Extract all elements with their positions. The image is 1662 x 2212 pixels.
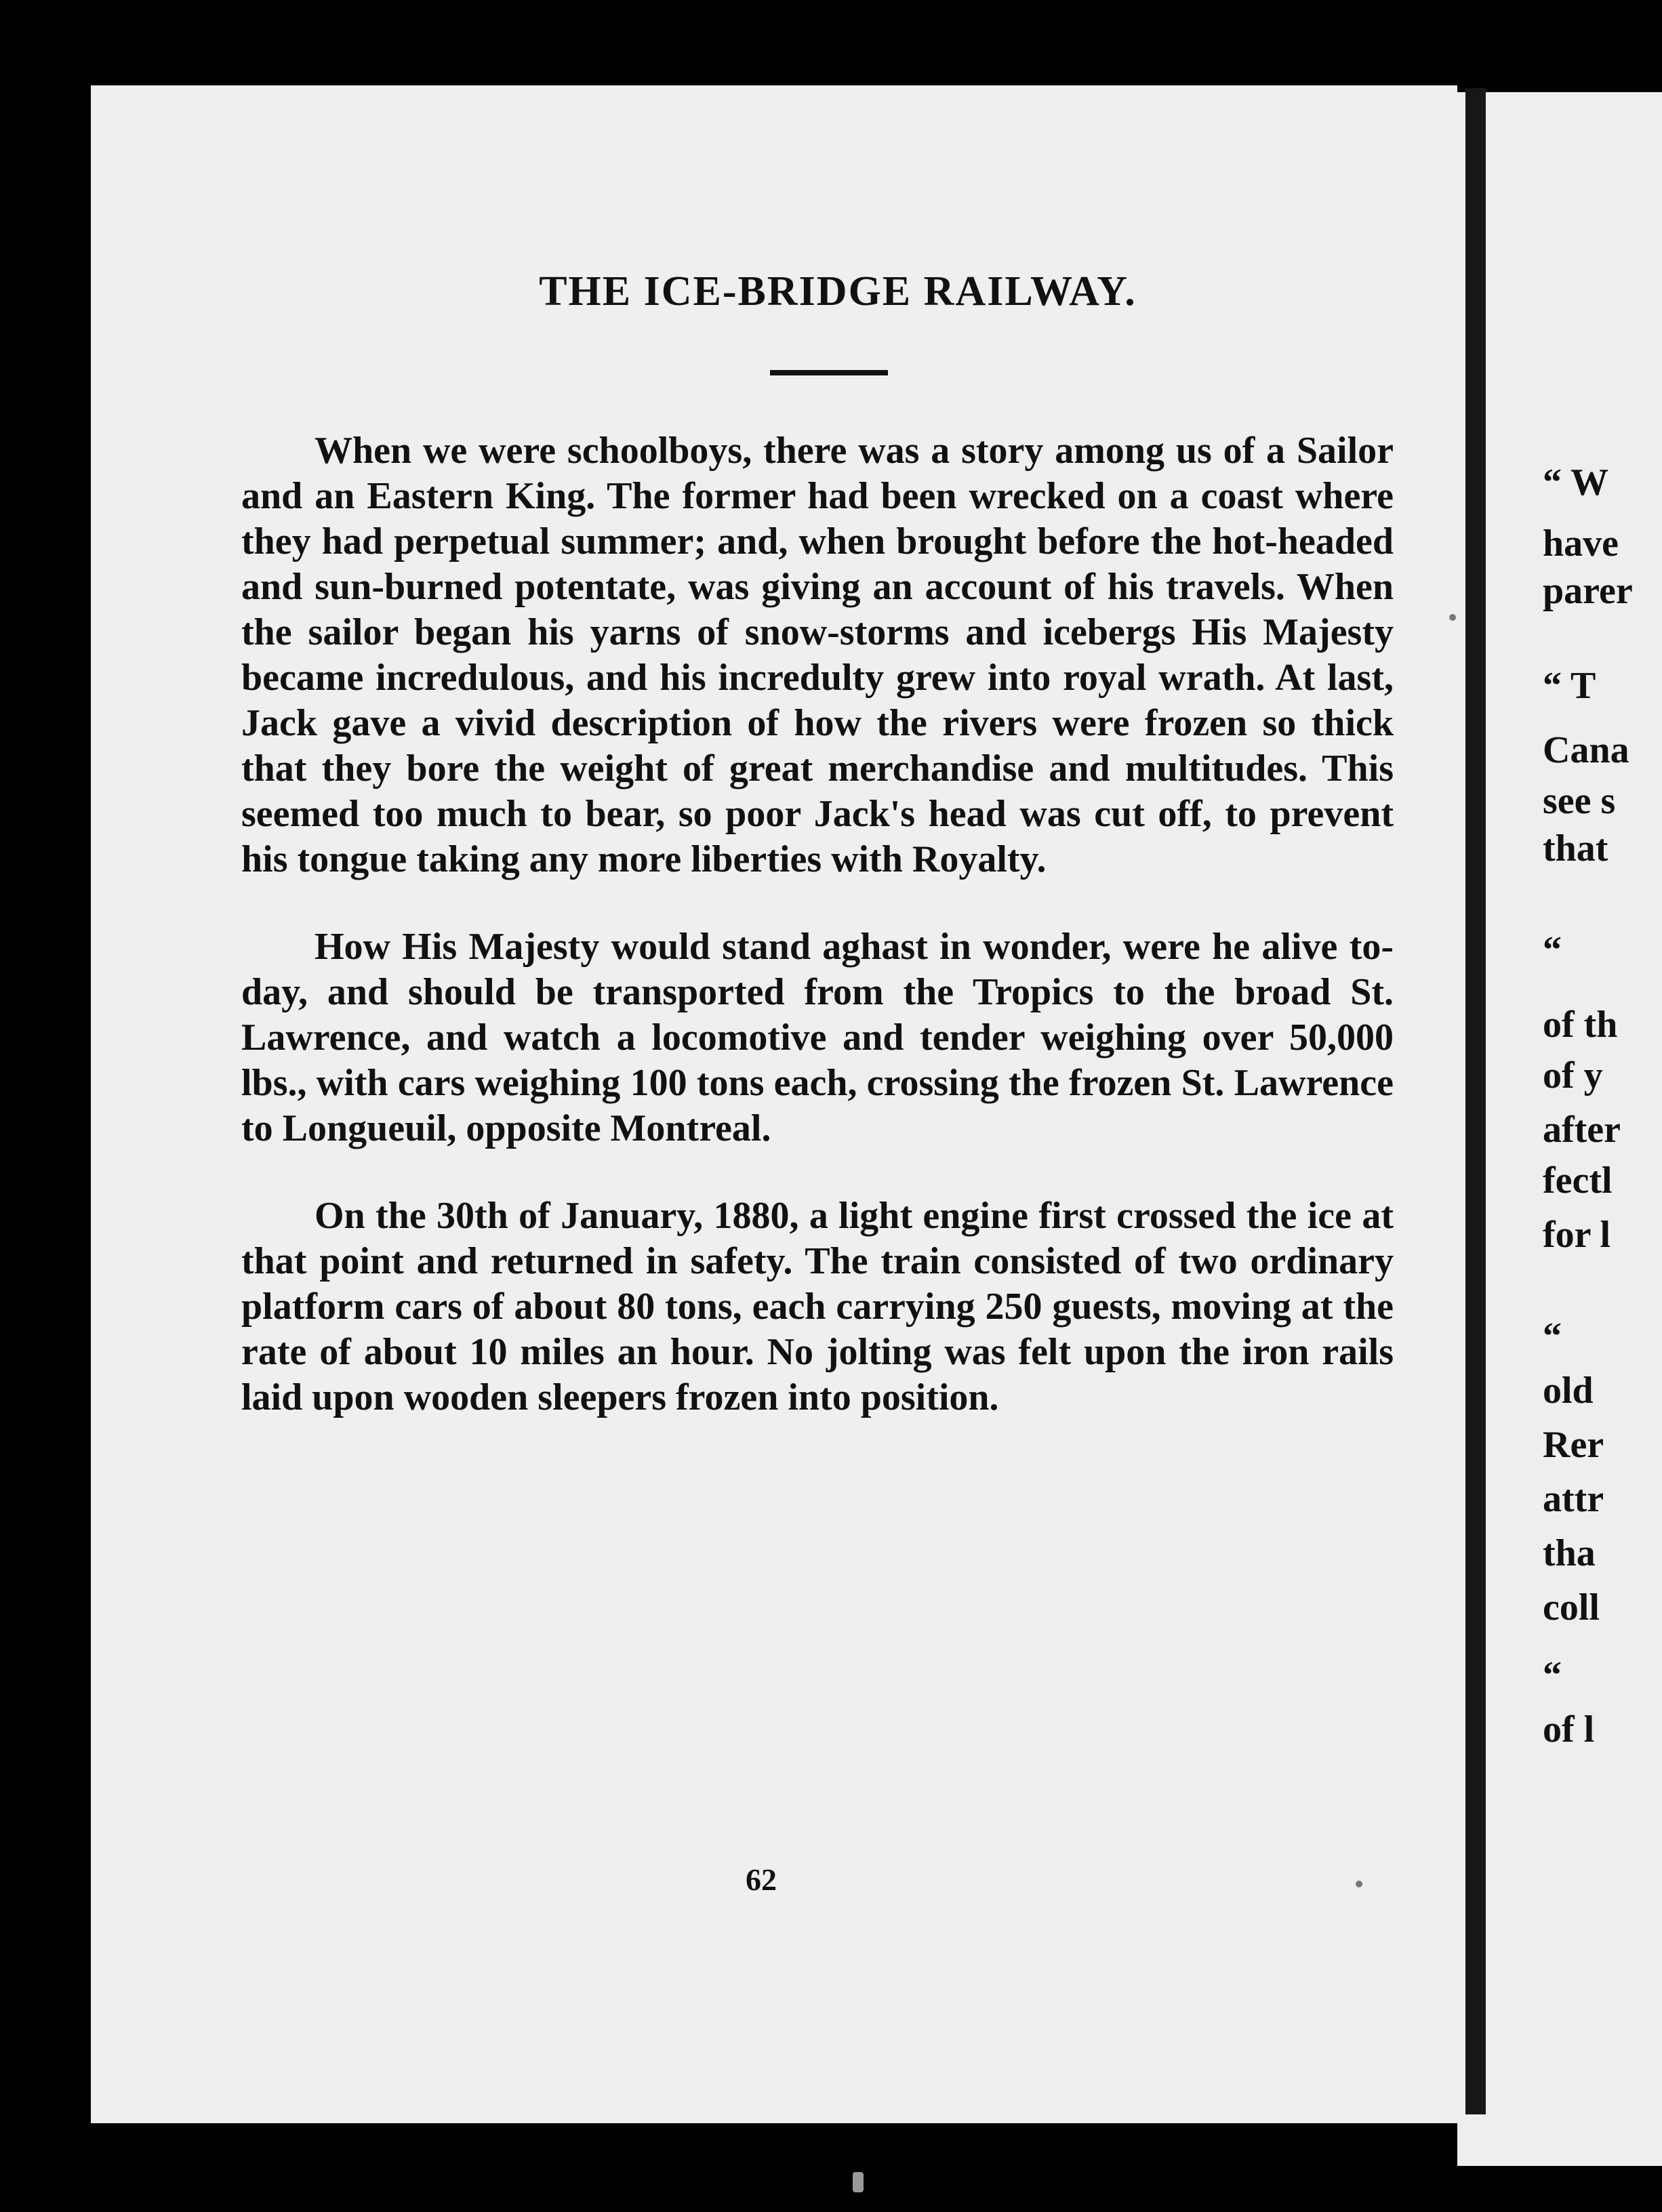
page-gutter [1465, 88, 1486, 2114]
facing-line: tha [1543, 1532, 1596, 1574]
facing-line: Cana [1543, 729, 1629, 771]
facing-line: “ [1543, 1654, 1562, 1696]
facing-line: parer [1543, 570, 1633, 612]
facing-line: see s [1543, 780, 1616, 822]
facing-line: of y [1543, 1054, 1603, 1097]
facing-line: after [1543, 1109, 1621, 1151]
paragraph-1: When we were schoolboys, there was a story among us of a Sailor and an Eastern King. The former had been wrecked on a coast where they had perpetual summer; and, when brought before the hot-headed and sun-burned potentate, was giving an account of his travels. When the sailor began his yarns of snow-storms and icebergs His Majesty became incredulous, and his incredulty grew into royal wrath. At last, Jack gave a vivid description of how the rivers were frozen so thick that they bore the weight of great merchandise and multitudes. This seemed too much to bear, so poor Jack's head was cut off, to prevent his tongue taking any more liberties with Royalty. [241, 430, 1394, 880]
facing-line: that [1543, 827, 1608, 869]
title-rule [770, 370, 888, 375]
facing-line: have [1543, 523, 1619, 565]
page-speck [853, 2172, 864, 2192]
page-content [241, 268, 1394, 1420]
facing-line: attr [1543, 1478, 1604, 1520]
facing-line: of l [1543, 1708, 1595, 1750]
page-number: 62 [746, 1862, 777, 1897]
page-speck [1356, 1881, 1362, 1887]
facing-line: Rer [1543, 1424, 1604, 1466]
facing-line: “ W [1543, 462, 1608, 504]
facing-line: “ T [1543, 665, 1596, 707]
facing-line: of th [1543, 1004, 1618, 1046]
paragraph-2: How His Majesty would stand aghast in wonder, were he alive to-day, and should be transported from the Tropics to the broad St. Lawrence, and watch a locomotive and tender weighing over 50,000 lbs., with cars weighing 100 tons each, crossing the frozen St. Lawrence to Longueuil, opposite Montreal. [241, 926, 1394, 1149]
paragraph-3: On the 30th of January, 1880, a light engine first crossed the ice at that point and returned in safety. The train consisted of two ordinary platform cars of about 80 tons, each carrying 250 guests, moving at the rate of about 10 miles an hour. No jolting was felt upon the iron rails laid upon wooden sleepers frozen into position. [241, 1195, 1394, 1418]
page-title: THE ICE-BRIDGE RAILWAY. [539, 268, 1137, 314]
facing-line: fectl [1543, 1160, 1613, 1202]
facing-line: for l [1543, 1214, 1611, 1256]
facing-line: old [1543, 1370, 1594, 1412]
facing-line: “ [1543, 1315, 1562, 1357]
page-speck [1449, 614, 1456, 621]
facing-line: coll [1543, 1586, 1600, 1629]
facing-line: “ [1543, 929, 1562, 971]
